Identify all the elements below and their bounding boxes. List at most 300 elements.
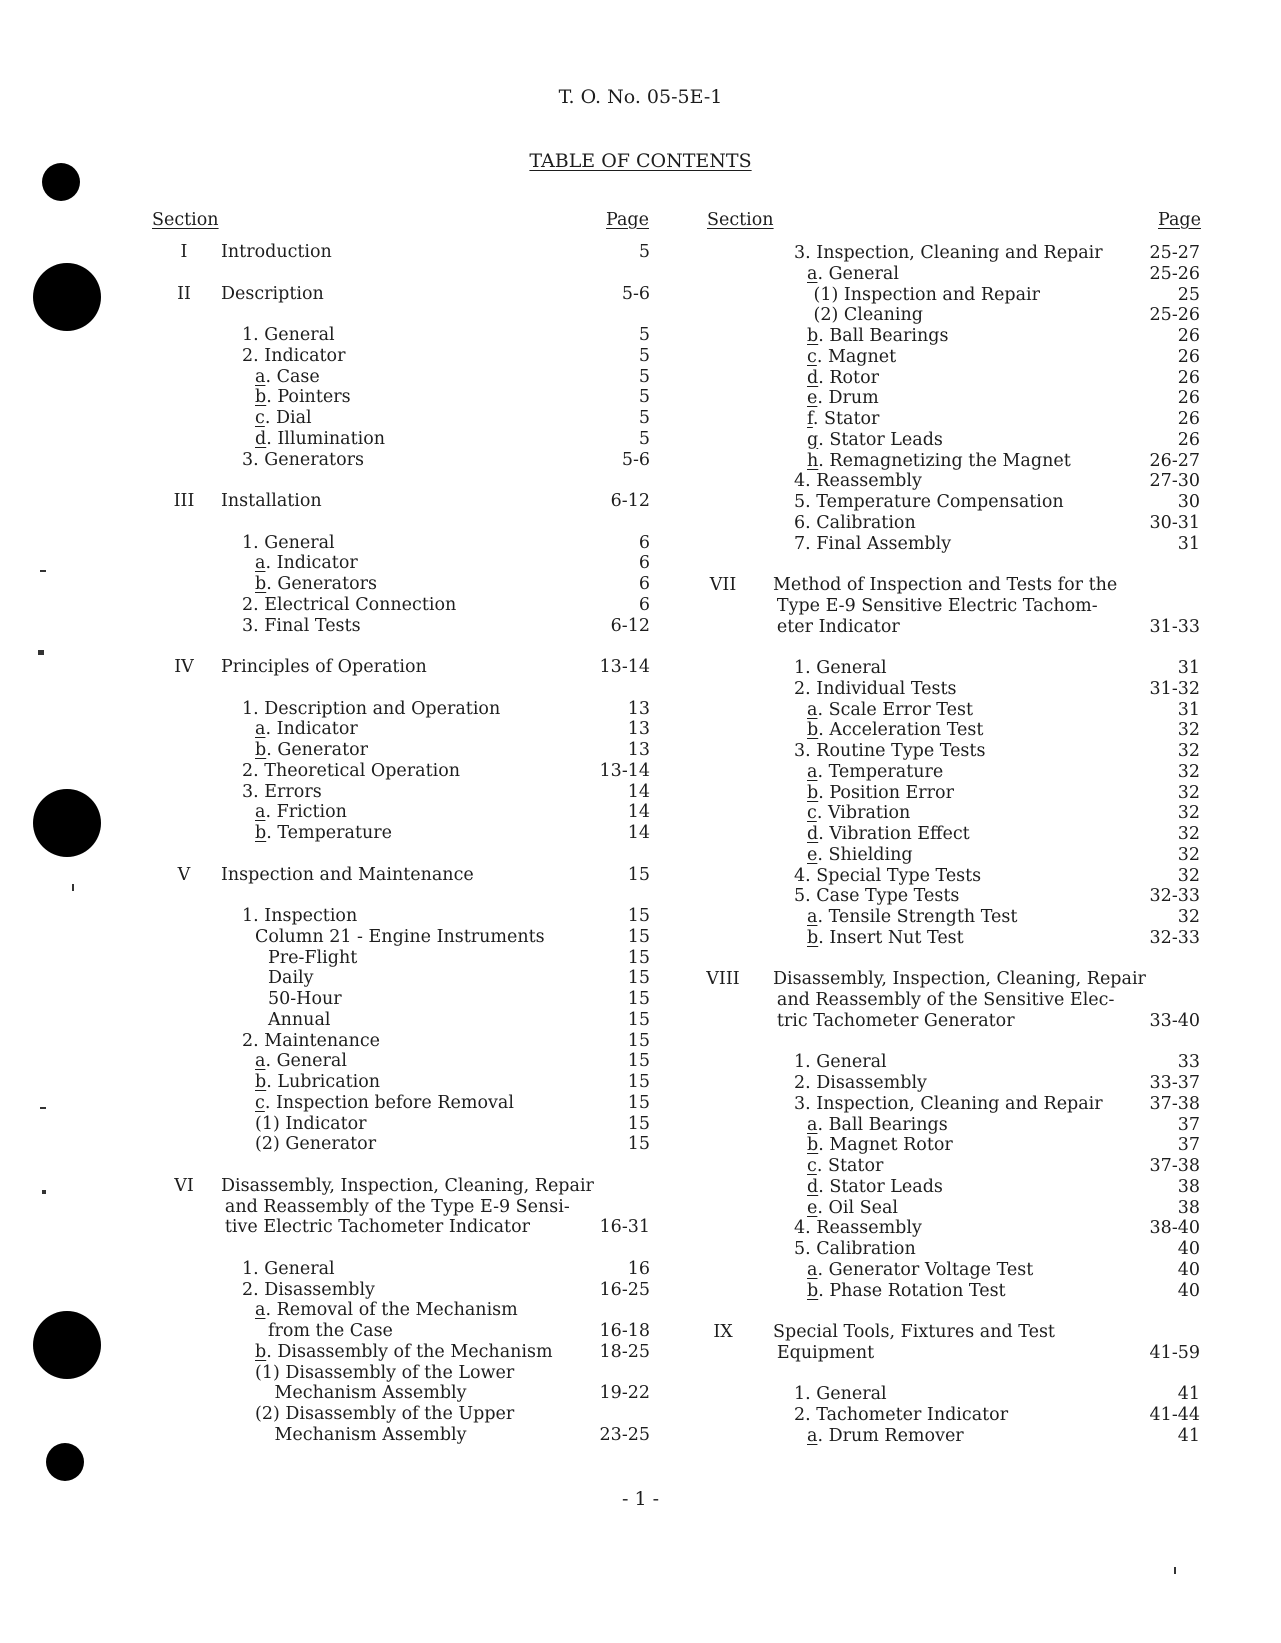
entry-page: 31: [1177, 699, 1200, 720]
toc-entry: b. Disassembly of the Mechanism 18-25: [255, 1341, 650, 1362]
entry-page: 6-12: [610, 491, 650, 511]
entry-title: Ball Bearings: [829, 326, 949, 346]
toc-entry: [148, 325, 650, 346]
toc-entry: e. Oil Seal 38: [807, 1197, 1200, 1218]
scan-speck: [42, 1190, 46, 1194]
entry-title: Acceleration Test: [829, 720, 984, 741]
entry-title: Illumination: [277, 428, 386, 449]
scan-speck: [40, 570, 46, 572]
entry-page: 32: [1177, 761, 1200, 782]
entry-page: 40: [1177, 1280, 1200, 1301]
entry-page: 32: [1177, 907, 1200, 927]
entry-title: General: [816, 1052, 887, 1073]
entry-number: 4.: [794, 865, 811, 886]
toc-entry: [148, 968, 650, 989]
entry-number: 2.: [794, 678, 811, 699]
entry-letter: b: [807, 326, 819, 346]
entry-page: 30: [1177, 492, 1200, 512]
entry-letter: c: [807, 803, 817, 824]
entry-number: 5.: [794, 492, 811, 512]
toc-entry: b. Position Error 32: [807, 782, 1200, 803]
entry-page: 38: [1177, 1197, 1200, 1218]
entry-page: 15: [627, 864, 650, 885]
toc-entry: [704, 534, 1200, 555]
toc-entry: [148, 616, 650, 637]
entry-page: 15: [627, 1051, 650, 1072]
toc-entry: g. Stator Leads 26: [807, 429, 1200, 450]
toc-entry: a. Friction 14: [255, 802, 650, 823]
entry-page: 15: [627, 926, 650, 947]
page-number: - 1 -: [621, 1488, 659, 1510]
entry-number: 3.: [242, 781, 259, 802]
toc-entry: [704, 679, 1200, 700]
entry-title: Insert Nut Test: [829, 927, 964, 948]
toc-entry: [704, 1405, 1200, 1426]
entry-letter: e: [807, 388, 818, 409]
toc-entry: b. Pointers 5: [255, 387, 650, 408]
entry-page: 25-26: [1149, 305, 1200, 326]
entry-page: 5-6: [621, 283, 650, 304]
entry-page: 31: [1177, 533, 1200, 554]
punch-hole: [33, 1311, 101, 1379]
entry-letter: c: [255, 1092, 265, 1113]
entry-page: 15: [627, 1113, 650, 1134]
entry-title: General: [828, 263, 899, 284]
toc-entry: [704, 471, 1200, 492]
entry-title: Drum Remover: [828, 1425, 964, 1446]
entry-title: and Reassembly of the Sensitive Elec-: [776, 990, 1115, 1010]
entry-page: 37: [1177, 1114, 1200, 1135]
entry-letter: a: [255, 802, 266, 823]
entry-number: 1.: [242, 906, 259, 926]
toc-entry: [704, 492, 1200, 513]
entry-page: 5: [638, 242, 650, 262]
toc-entry: b. Insert Nut Test 32-33: [807, 927, 1200, 948]
entry-number: 4.: [794, 1218, 811, 1239]
entry-number: 1.: [794, 1384, 811, 1405]
section-number: IV: [174, 657, 194, 677]
entry-title: Equipment: [776, 1342, 875, 1363]
toc-entry: a. Ball Bearings 37: [807, 1114, 1200, 1135]
entry-title: Daily: [268, 968, 314, 989]
toc-entry: f. Stator 26: [807, 409, 1200, 429]
entry-page: 14: [627, 823, 650, 843]
toc-entry: a. Case 5: [255, 366, 650, 387]
document-number: T. O. No. 05-5E-1: [558, 86, 723, 108]
entry-page: 6: [638, 532, 650, 553]
entry-page: 26-27: [1149, 450, 1200, 471]
entry-title: General: [816, 658, 887, 678]
entry-title: Position Error: [829, 782, 954, 803]
toc-entry: [148, 1321, 650, 1342]
entry-title: General: [264, 325, 335, 345]
entry-title: Temperature Compensation: [816, 492, 1064, 512]
entry-title: General: [264, 1258, 335, 1279]
entry-page: 33-37: [1149, 1073, 1200, 1093]
entry-title: Generators: [264, 449, 364, 470]
entry-page: 19-22: [599, 1383, 650, 1404]
entry-title: Oil Seal: [828, 1197, 898, 1218]
entry-letter: b: [255, 1072, 267, 1092]
entry-letter: a: [807, 907, 818, 927]
toc-entry: [148, 1280, 650, 1301]
entry-page: 37-38: [1149, 1093, 1200, 1114]
entry-letter: a: [255, 366, 266, 387]
entry-title: Vibration: [827, 803, 911, 824]
entry-title: Mechanism Assembly: [274, 1424, 467, 1445]
entry-letter: e: [807, 1197, 818, 1218]
entry-page: 6: [638, 594, 650, 615]
toc-entry: b. Lubrication 15: [255, 1072, 650, 1092]
section-number: III: [173, 491, 195, 511]
entry-title: Type E-9 Sensitive Electric Tachom-: [776, 595, 1098, 616]
entry-title: Installation: [221, 491, 322, 511]
toc-entry: [148, 948, 650, 969]
entry-letter: b: [807, 1135, 819, 1156]
entry-title: Friction: [276, 802, 347, 823]
entry-letter: a: [807, 699, 818, 720]
entry-title: Tensile Strength Test: [828, 907, 1018, 927]
toc-entry: [148, 1197, 650, 1218]
entry-title: Principles of Operation: [221, 657, 427, 677]
entry-title: and Reassembly of the Type E-9 Sensi-: [224, 1196, 570, 1217]
entry-letter: a: [807, 263, 818, 284]
toc-entry: [148, 761, 650, 782]
toc-entry: [704, 596, 1200, 617]
entry-title: Stator Leads: [829, 429, 943, 450]
entry-title: Stator Leads: [829, 1176, 943, 1197]
section-number: VIII: [706, 969, 740, 990]
toc-entry: d. Stator Leads 38: [807, 1176, 1200, 1197]
entry-letter: c: [255, 408, 265, 428]
entry-number: 2.: [242, 1279, 259, 1300]
toc-entry: [148, 284, 650, 305]
toc-entry: a. Removal of the Mechanism: [255, 1300, 518, 1321]
entry-title: Column 21 - Engine Instruments: [255, 926, 545, 947]
entry-title: Generator: [285, 1134, 377, 1155]
toc-entry: [148, 1363, 650, 1384]
entry-page: 27-30: [1149, 471, 1200, 492]
entry-page: 30-31: [1149, 512, 1200, 533]
entry-title: Disassembly of the Mechanism: [277, 1341, 553, 1362]
toc-entry: [148, 1010, 650, 1031]
entry-page: 33: [1177, 1052, 1200, 1073]
toc-entry: [148, 450, 650, 471]
toc-entry: c. Stator 37-38: [807, 1156, 1200, 1176]
toc-entry: [148, 1176, 650, 1197]
entry-number: 3.: [794, 243, 811, 263]
entry-letter: b: [807, 720, 819, 741]
entry-letter: a: [255, 1300, 266, 1321]
entry-title: Pointers: [277, 387, 351, 408]
entry-page: 32: [1177, 720, 1200, 741]
toc-entry: h. Remagnetizing the Magnet 26-27: [807, 450, 1200, 471]
entry-page: 14: [627, 802, 650, 823]
entry-title: Method of Inspection and Tests for the: [773, 575, 1118, 595]
entry-number: 2.: [242, 1030, 259, 1051]
toc-entry: c. Magnet 26: [807, 346, 1200, 367]
entry-title: Final Tests: [264, 615, 361, 636]
entry-page: 14: [627, 781, 650, 802]
entry-title: Generators: [277, 574, 378, 594]
entry-title: Indicator: [276, 719, 358, 740]
entry-letter: b: [807, 782, 819, 803]
entry-number: (1): [255, 1113, 280, 1134]
entry-number: 7.: [794, 533, 811, 554]
entry-number: (2): [255, 1404, 280, 1424]
entry-title: Lubrication: [277, 1072, 381, 1092]
entry-title: Inspection before Removal: [275, 1092, 514, 1113]
toc-entry: [148, 1425, 650, 1446]
entry-number: 4.: [794, 471, 811, 492]
entry-number: 1.: [242, 325, 259, 345]
toc-entry: e. Shielding 32: [807, 844, 1200, 865]
toc-entry: [704, 1239, 1200, 1260]
toc-entry: a. Generator Voltage Test 40: [807, 1259, 1200, 1280]
toc-entry: [148, 865, 650, 886]
entry-page: 25-27: [1149, 243, 1200, 263]
section-number: VII: [709, 575, 737, 595]
entry-page: 16-18: [599, 1321, 650, 1341]
entry-title: Introduction: [221, 242, 332, 262]
entry-letter: a: [807, 761, 818, 782]
entry-page: 32: [1177, 865, 1200, 886]
entry-title: Maintenance: [264, 1030, 381, 1051]
entry-letter: a: [255, 1051, 266, 1072]
entry-page: 13: [627, 719, 650, 740]
entry-number: (1): [813, 284, 839, 305]
toc-entry: [704, 243, 1200, 264]
entry-letter: g: [807, 429, 819, 450]
section-number: IX: [713, 1322, 733, 1342]
entry-letter: b: [807, 927, 819, 948]
entry-title: Description: [221, 283, 324, 304]
toc-entry: [704, 658, 1200, 679]
entry-letter: d: [807, 367, 819, 388]
entry-number: 3.: [242, 449, 259, 470]
toc-entry: [704, 969, 1200, 990]
entry-title: Removal of the Mechanism: [276, 1300, 518, 1321]
entry-title: Case Type Tests: [816, 886, 960, 907]
toc-entry: [148, 782, 650, 803]
entry-number: (2): [813, 305, 839, 326]
entry-page: 6: [638, 574, 650, 594]
entry-letter: b: [255, 740, 267, 760]
entry-title: Inspection: [264, 906, 358, 926]
toc-entry: a. Tensile Strength Test 32: [807, 907, 1200, 927]
entry-page: 26: [1177, 326, 1200, 346]
entry-title: Vibration Effect: [829, 824, 970, 844]
entry-page: 16: [627, 1258, 650, 1279]
toc-entry: a. Drum Remover 41: [807, 1425, 1200, 1446]
header-page-right: Page: [1158, 210, 1201, 230]
entry-page: 31-33: [1149, 616, 1200, 637]
toc-entry: [704, 1218, 1200, 1239]
entry-title: tric Tachometer Generator: [776, 1010, 1015, 1031]
entry-title: Drum: [828, 388, 879, 409]
entry-title: Routine Type Tests: [816, 741, 986, 761]
entry-title: Temperature: [277, 823, 392, 843]
entry-title: Special Type Tests: [816, 865, 982, 886]
entry-title: Reassembly: [816, 471, 922, 492]
toc-entry: b. Acceleration Test 32: [807, 720, 1200, 741]
entry-number: 2.: [242, 594, 259, 615]
entry-title: Indicator: [264, 345, 346, 366]
entry-letter: c: [807, 346, 817, 367]
entry-title: Inspection and Maintenance: [221, 864, 474, 885]
entry-page: 15: [627, 989, 650, 1009]
entry-page: 32-33: [1149, 886, 1200, 907]
entry-title: General: [264, 532, 335, 553]
entry-letter: a: [807, 1114, 818, 1135]
entry-letter: c: [807, 1156, 817, 1176]
page-title: TABLE OF CONTENTS: [529, 150, 752, 172]
entry-page: 32: [1177, 803, 1200, 824]
entry-title: Final Assembly: [816, 533, 952, 554]
entry-letter: f: [807, 409, 813, 429]
entry-title: Electrical Connection: [264, 594, 457, 615]
entry-number: 5.: [794, 886, 811, 907]
entry-title: Shielding: [828, 844, 913, 865]
entry-title: Cleaning: [843, 305, 923, 326]
entry-number: (1): [255, 1362, 280, 1383]
header-section-right: Section: [707, 210, 774, 230]
entry-title: Magnet: [827, 346, 897, 367]
scan-speck: [72, 884, 74, 891]
entry-page: 31: [1177, 658, 1200, 678]
section-number: V: [177, 864, 191, 885]
entry-title: Pre-Flight: [268, 947, 358, 968]
entry-title: Phase Rotation Test: [829, 1280, 1006, 1301]
toc-entry: a. Indicator 13: [255, 719, 650, 740]
toc-entry: b. Phase Rotation Test 40: [807, 1280, 1200, 1301]
toc-entry: b. Generator 13: [255, 740, 650, 760]
entry-page: 15: [627, 1092, 650, 1113]
punch-hole: [33, 263, 101, 331]
entry-page: 25-26: [1149, 263, 1200, 284]
toc-entry: [704, 1011, 1200, 1032]
toc-entry: b. Magnet Rotor 37: [807, 1135, 1200, 1156]
scan-speck: [1174, 1567, 1176, 1574]
entry-letter: a: [255, 553, 266, 574]
entry-number: 1.: [794, 1052, 811, 1073]
toc-entry: d. Illumination 5: [255, 428, 650, 449]
toc-entry: [704, 866, 1200, 887]
toc-entry: [704, 575, 1200, 596]
entry-number: 3.: [794, 741, 811, 761]
entry-page: 40: [1177, 1259, 1200, 1280]
section-number: I: [180, 242, 188, 262]
toc-entry: [148, 699, 650, 720]
entry-letter: b: [255, 574, 267, 594]
toc-entry: [704, 1073, 1200, 1094]
entry-page: 16-31: [599, 1217, 650, 1238]
entry-title: Individual Tests: [816, 678, 957, 699]
punch-hole: [46, 1443, 84, 1481]
entry-title: 50-Hour: [268, 989, 342, 1009]
entry-number: 2.: [242, 345, 259, 366]
entry-title: Annual: [268, 1009, 331, 1030]
entry-page: 5-6: [621, 449, 650, 470]
entry-page: 41-44: [1149, 1405, 1200, 1425]
entry-page: 5: [638, 366, 650, 387]
entry-number: 1.: [242, 1258, 259, 1279]
toc-entry: [148, 1217, 650, 1238]
toc-entry: b. Generators 6: [255, 574, 650, 594]
entry-title: Ball Bearings: [828, 1114, 948, 1135]
entry-letter: d: [255, 428, 267, 449]
entry-title: Inspection, Cleaning and Repair: [816, 243, 1103, 263]
entry-page: 5: [638, 325, 650, 345]
entry-title: Disassembly, Inspection, Cleaning, Repair: [773, 969, 1146, 990]
entry-letter: h: [807, 450, 819, 471]
entry-title: tive Electric Tachometer Indicator: [224, 1217, 530, 1238]
entry-page: 15: [627, 1030, 650, 1051]
entry-page: 32: [1177, 782, 1200, 803]
entry-page: 32: [1177, 824, 1200, 844]
entry-page: 15: [627, 1134, 650, 1155]
entry-page: 31-32: [1149, 678, 1200, 699]
entry-number: 1.: [242, 698, 259, 719]
entry-title: Reassembly: [816, 1218, 922, 1239]
section-number: VI: [174, 1175, 194, 1196]
entry-page: 6-12: [610, 615, 650, 636]
toc-entry: c. Inspection before Removal 15: [255, 1092, 650, 1113]
toc-entry: [148, 1383, 650, 1404]
entry-title: Disassembly: [816, 1073, 927, 1093]
toc-entry: [704, 285, 1200, 306]
toc-entry: [148, 1134, 650, 1155]
toc-entry: [148, 906, 650, 927]
entry-page: 6: [638, 553, 650, 574]
entry-letter: b: [255, 823, 267, 843]
toc-entry: [704, 741, 1200, 762]
toc-entry: a. General 25-26: [807, 263, 1200, 284]
entry-page: 32: [1177, 844, 1200, 865]
entry-title: Errors: [264, 781, 322, 802]
entry-title: Inspection and Repair: [843, 284, 1040, 305]
toc-entry: d. Vibration Effect 32: [807, 824, 1200, 844]
scan-speck: [40, 1107, 46, 1109]
entry-page: 38: [1177, 1176, 1200, 1197]
toc-entry: [704, 1322, 1200, 1343]
entry-title: Generator: [277, 740, 369, 760]
entry-number: 3.: [794, 1093, 811, 1114]
entry-title: Rotor: [829, 367, 879, 388]
toc-entry: [704, 513, 1200, 534]
toc-entry: [704, 1343, 1200, 1364]
toc-entry: e. Drum 26: [807, 388, 1200, 409]
entry-title: Dial: [275, 408, 312, 428]
entry-title: Generator Voltage Test: [828, 1259, 1034, 1280]
entry-page: 5: [638, 428, 650, 449]
scan-speck: [38, 650, 44, 655]
toc-entry: [704, 1384, 1200, 1405]
entry-title: General: [816, 1384, 887, 1405]
entry-title: eter Indicator: [776, 616, 900, 637]
entry-letter: d: [807, 824, 819, 844]
entry-number: 5.: [794, 1239, 811, 1259]
entry-page: 26: [1177, 367, 1200, 388]
entry-title: Disassembly of the Lower: [285, 1362, 515, 1383]
entry-page: 18-25: [599, 1341, 650, 1362]
entry-page: 5: [638, 408, 650, 428]
entry-page: 15: [627, 947, 650, 968]
header-page-left: Page: [606, 210, 649, 230]
toc-entry: [148, 1259, 650, 1280]
entry-letter: b: [255, 387, 267, 408]
entry-number: 1.: [794, 658, 811, 678]
